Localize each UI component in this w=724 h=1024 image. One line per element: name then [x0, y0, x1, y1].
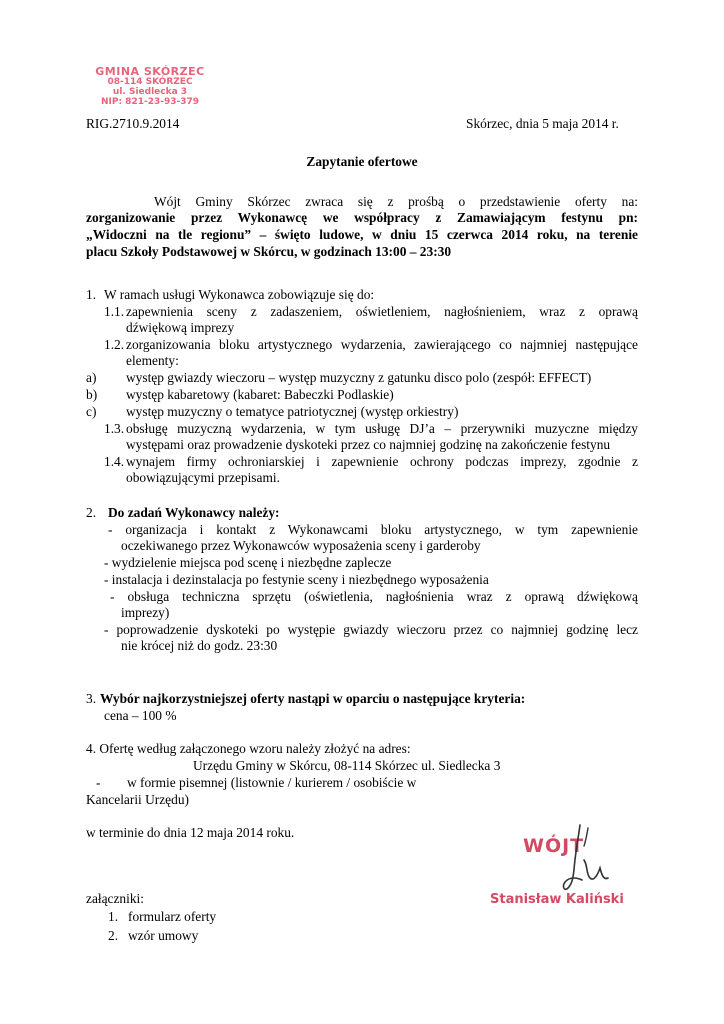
stamp-line: NIP: 821-23-93-379 — [100, 97, 200, 107]
document-title: Zapytanie ofertowe — [306, 154, 418, 169]
item-number: a) — [86, 370, 97, 385]
list-item: oczekiwanego przez Wykonawców wyposażenia sceny i garderoby — [121, 538, 481, 553]
stamp-line: GMINA SKÓRZEC — [95, 65, 205, 78]
section-number: 3. — [86, 691, 97, 706]
section-heading: Do zadań Wykonawcy należy: — [108, 505, 280, 520]
stamp-line: ul. Siedlecka 3 — [112, 87, 188, 97]
reference-number: RIG.2710.9.2014 — [86, 116, 180, 131]
intro-line: placu Szkoły Podstawowej w Skórcu, w godzinach 13:00 – 23:30 — [86, 244, 452, 259]
list-item: zapewnienia sceny z zadaszeniem, oświetleniem, nagłośnieniem, wraz z oprawą — [126, 304, 638, 319]
list-item: zorganizowania bloku artystycznego wydarzenia, zawierającego co najmniej następujące — [126, 337, 638, 352]
attachments-heading: załączniki: — [86, 891, 144, 906]
submission-form: Kancelarii Urzędu) — [86, 792, 189, 807]
list-item: - organizacja i kontakt z Wykonawcami bloku artystycznego, w tym zapewnienie — [108, 522, 638, 537]
list-item: - poprowadzenie dyskoteki po występie gwiazdy wieczoru przez co najmniej godzinę lecz — [104, 622, 638, 637]
submission-form: w formie pisemnej (listownie / kurierem / osobiście w — [127, 775, 417, 790]
item-number: 1.1. — [104, 304, 125, 319]
list-item: nie krócej niż do godz. 23:30 — [121, 638, 278, 653]
form-dash: - — [96, 775, 101, 790]
intro-line: zorganizowanie przez Wykonawcę we współpracy z Zamawiającym festynu pn: — [86, 210, 638, 225]
list-item: dźwiękową imprezy — [126, 320, 235, 335]
list-item: obowiązującymi przepisami. — [126, 470, 280, 485]
address: Urzędu Gminy w Skórcu, 08-114 Skórzec ul. Siedlecka 3 — [193, 758, 501, 773]
criteria-value: cena – 100 % — [104, 708, 177, 723]
item-number: 1.2. — [104, 337, 125, 352]
handwritten-signature — [518, 820, 618, 900]
section-number: 1. — [86, 287, 97, 302]
intro-line: „Widoczni na tle regionu” – święto ludowe, w dniu 15 czerwca 2014 roku, na terenie — [86, 227, 638, 242]
signatory-name: Stanisław Kaliński — [490, 892, 624, 907]
office-stamp — [90, 67, 210, 107]
section-heading: 4. Ofertę według załączonego wzoru należy złożyć na adres: — [86, 741, 411, 756]
list-item: występ kabaretowy (kabaret: Babeczki Podlaskie) — [126, 387, 394, 402]
list-item: występami oraz prowadzenie dyskoteki przez co najmniej godzinę na zakończenie festynu — [126, 437, 611, 452]
list-item: występ muzyczny o tematyce patriotycznej (występ orkiestry) — [126, 404, 459, 419]
section-heading: Wybór najkorzystniejszej oferty nastąpi w oparciu o następujące kryteria: — [100, 691, 526, 706]
list-item: - wydzielenie miejsca pod scenę i niezbędne zaplecze — [104, 555, 392, 570]
section-heading: W ramach usługi Wykonawca zobowiązuje się do: — [104, 287, 375, 302]
stamp-line: 08-114 SKÓRZEC — [107, 77, 193, 87]
section-number: 2. — [86, 505, 97, 520]
list-item: występ gwiazdy wieczoru – występ muzyczny z gatunku disco polo (zespół: EFFECT) — [126, 370, 592, 385]
document-date: Skórzec, dnia 5 maja 2014 r. — [466, 116, 619, 131]
attachment-item: formularz oferty — [128, 909, 217, 924]
attachment-number: 1. — [108, 909, 119, 924]
attachment-item: wzór umowy — [128, 928, 199, 943]
deadline: w terminie do dnia 12 maja 2014 roku. — [86, 825, 295, 840]
list-item: obsługę muzyczną wydarzenia, w tym usługę DJ’a – przerywniki muzyczne między — [126, 421, 638, 436]
signature-title: WÓJT — [523, 835, 585, 857]
list-item: elementy: — [126, 353, 179, 368]
list-item: - instalacja i dezinstalacja po festynie sceny i niezbędnego wyposażenia — [104, 572, 489, 587]
attachment-number: 2. — [108, 928, 119, 943]
list-item: wynajem firmy ochroniarskiej i zapewnienie ochrony podczas imprezy, zgodnie z — [126, 454, 638, 469]
item-number: 1.4. — [104, 454, 125, 469]
item-number: 1.3. — [104, 421, 125, 436]
list-item: imprezy) — [121, 605, 170, 620]
list-item: - obsługa techniczna sprzętu (oświetlenia, nagłośnienia wraz z oprawą dźwiękową — [110, 589, 638, 604]
intro-line: Wójt Gminy Skórzec zwraca się z prośbą o przedstawienie oferty na: — [154, 194, 638, 209]
item-number: c) — [86, 404, 97, 419]
item-number: b) — [86, 387, 98, 402]
